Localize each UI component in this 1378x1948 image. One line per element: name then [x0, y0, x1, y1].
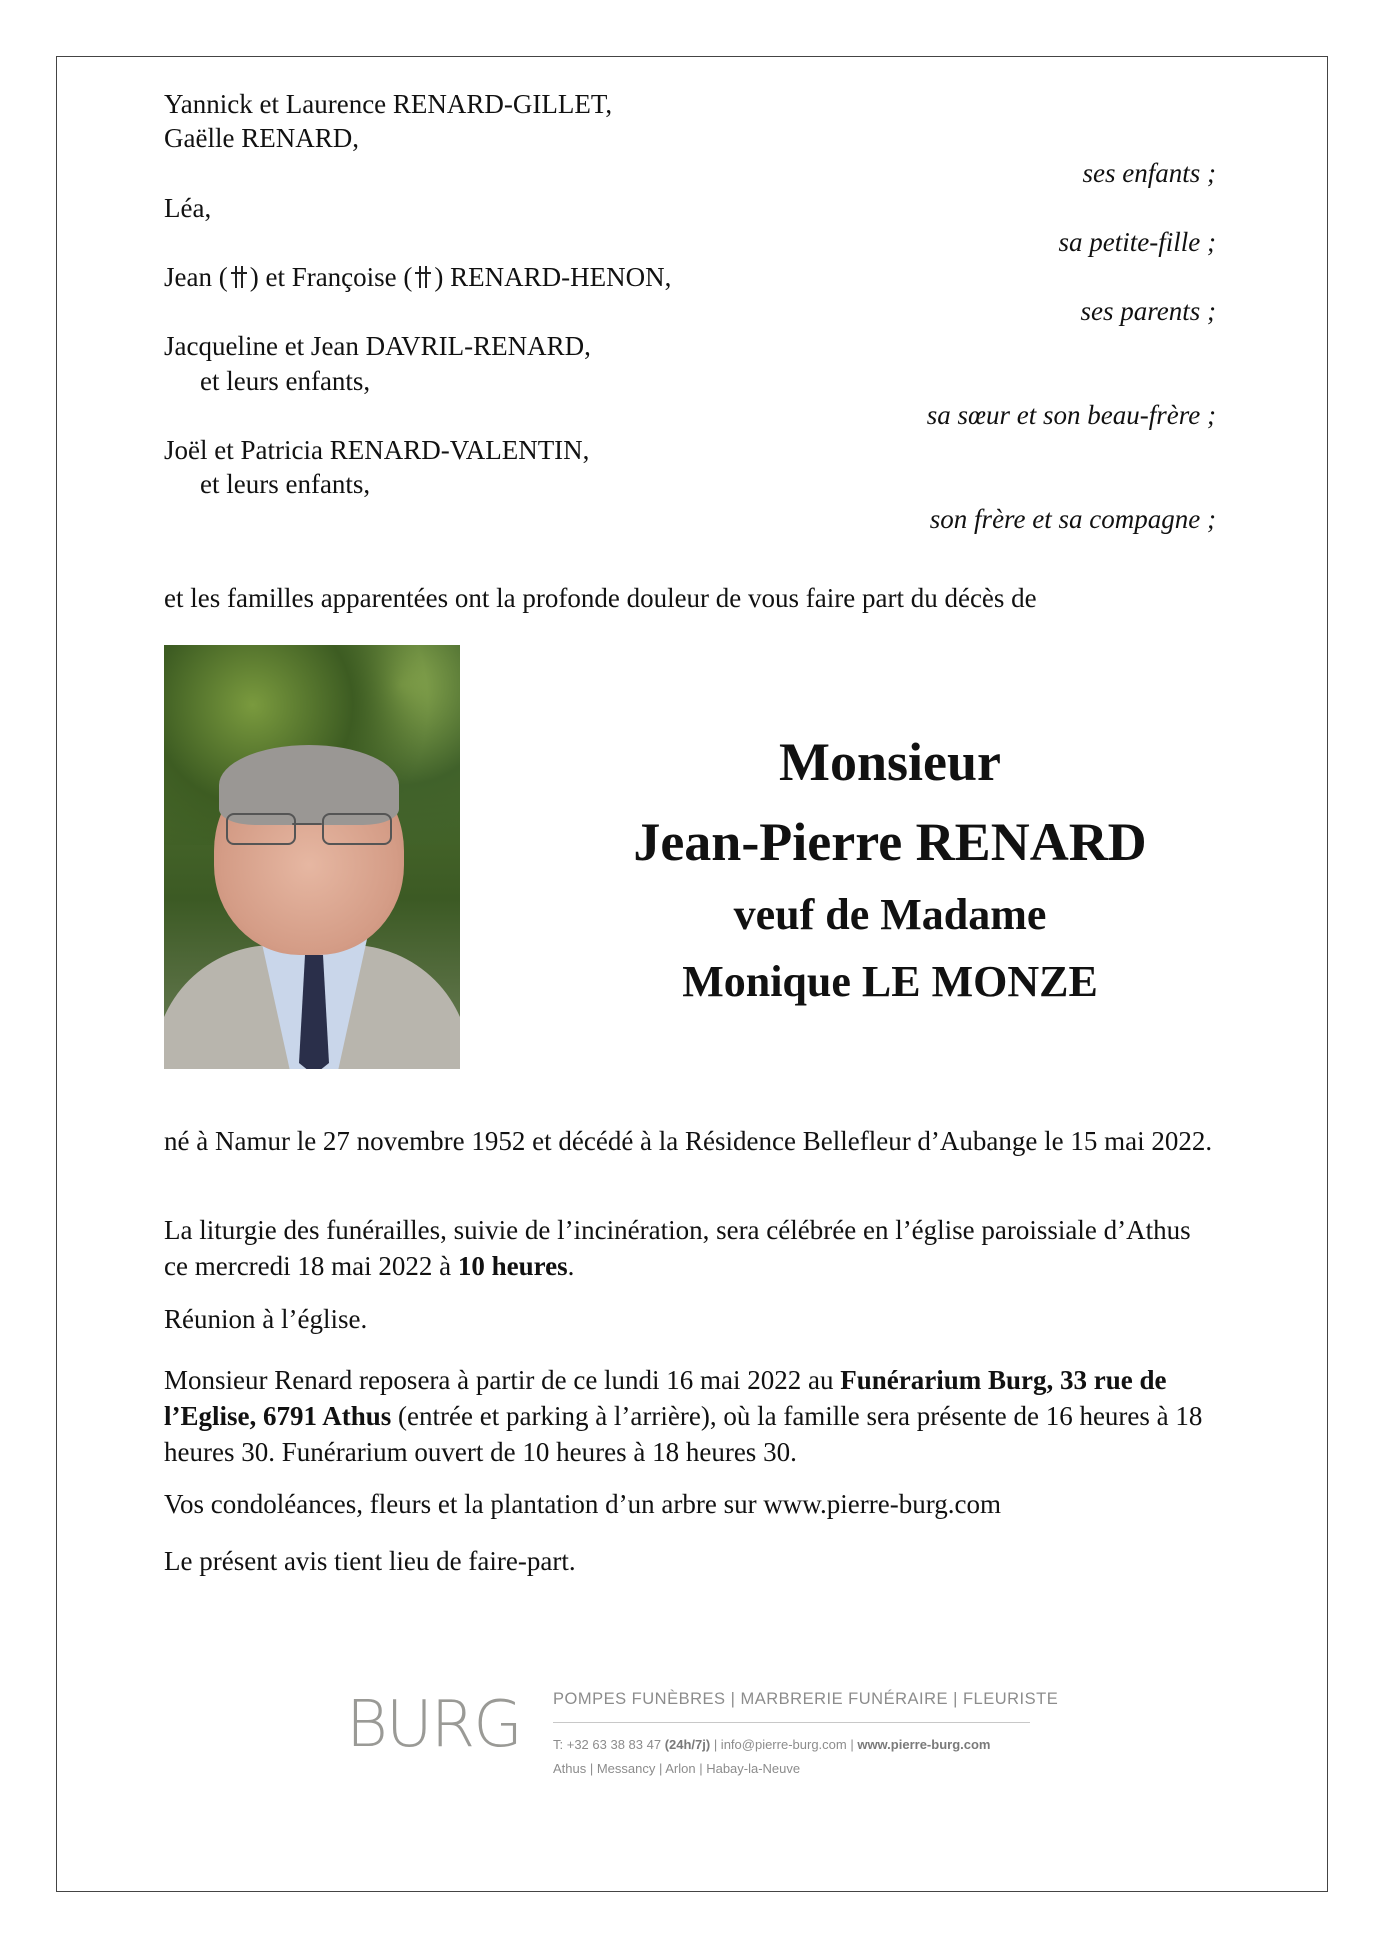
parents-line	[164, 259, 671, 295]
parents-text-c: ) RENARD-HENON,	[434, 262, 672, 292]
cross-icon	[414, 266, 432, 288]
footer-divider	[553, 1722, 1030, 1723]
footer-hours: (24h/7j)	[664, 1737, 711, 1752]
liturgy-paragraph	[164, 1212, 1220, 1284]
burg-logo	[346, 1683, 521, 1767]
widower-of: veuf de Madame	[733, 890, 1047, 939]
parents-text-b: ) et Françoise (	[249, 262, 413, 292]
portrait-photo	[164, 645, 460, 1069]
rest-text: Monsieur Renard reposera à partir de ce lundi 16 mai 2022 au	[164, 1365, 841, 1395]
deceased-name: Jean-Pierre RENARD	[633, 812, 1147, 872]
liturgy-text: La liturgie des funérailles, suivie de l’incinération, sera célébrée en l’église paroissiale d’Athus ce mercredi 18 mai 2022 à	[164, 1215, 1191, 1281]
liturgy-end: .	[567, 1251, 575, 1281]
brother-line: Joël et Patricia RENARD-VALENTIN,	[164, 435, 590, 465]
liturgy-time: 10 heures	[457, 1251, 568, 1281]
footer-email: | info@pierre-burg.com |	[710, 1737, 858, 1752]
footer-locations: Athus | Messancy | Arlon | Habay-la-Neuve	[553, 1761, 801, 1776]
children-line-1: Yannick et Laurence RENARD-GILLET,	[164, 89, 613, 119]
birth-death: né à Namur le 27 novembre 1952 et décédé à la Résidence Bellefleur d’Aubange le 15 mai 2022.	[164, 1126, 1213, 1156]
children-role: ses enfants ;	[1082, 158, 1216, 188]
rest-paragraph	[164, 1362, 1220, 1470]
announcement: et les familles apparentées ont la profonde douleur de vous faire part du décès de	[164, 583, 1037, 613]
parents-role: ses parents ;	[1080, 296, 1216, 326]
granddaughter-role: sa petite-fille ;	[1058, 227, 1216, 257]
sister-children: et leurs enfants,	[200, 366, 371, 396]
children-line-2: Gaëlle RENARD,	[164, 123, 359, 153]
meeting: Réunion à l’église.	[164, 1304, 368, 1334]
rest-place: Funérarium Burg, 33 rue de l’Eglise, 6791 Athus	[164, 1365, 1167, 1431]
logo-text: BURG	[346, 1688, 521, 1762]
condolences: Vos condoléances, fleurs et la plantation d’un arbre sur www.pierre-burg.com	[164, 1489, 1001, 1519]
brother-children: et leurs enfants,	[200, 469, 371, 499]
rest-end: (entrée et parking à l’arrière), où la famille sera présente de 16 heures à 18 heures 30. Funérarium ouvert de 10 heures à 18 heures 30.	[164, 1401, 1203, 1467]
parents-text-a: Jean (	[164, 262, 228, 292]
footer-phone: T: +32 63 38 83 47	[553, 1737, 662, 1752]
spouse-name: Monique LE MONZE	[682, 957, 1098, 1006]
footer-website: www.pierre-burg.com	[857, 1737, 991, 1752]
brother-role: son frère et sa compagne ;	[929, 504, 1216, 534]
notice: Le présent avis tient lieu de faire-part.	[164, 1546, 576, 1576]
sister-line: Jacqueline et Jean DAVRIL-RENARD,	[164, 331, 591, 361]
footer-services: POMPES FUNÈBRES | MARBRERIE FUNÉRAIRE | FLEURISTE	[553, 1690, 1059, 1708]
cross-icon	[230, 266, 248, 288]
deceased-title: Monsieur	[779, 732, 1001, 792]
granddaughter: Léa,	[164, 193, 212, 223]
sister-role: sa sœur et son beau-frère ;	[926, 400, 1216, 430]
footer-contact	[553, 1737, 990, 1752]
